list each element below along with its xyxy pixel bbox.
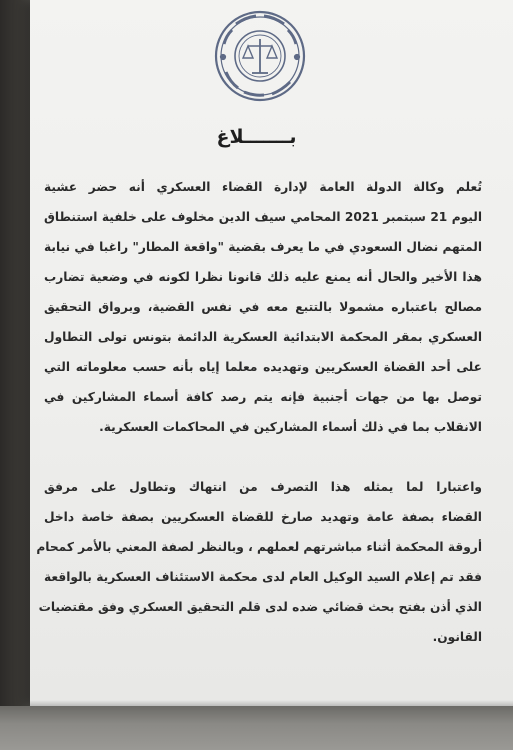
paragraph-2-line: واعتبارا لما يمثله هذا التصرف من انتهاك وتطاول على مرفق bbox=[44, 480, 482, 494]
paragraph-2-line: القانون. bbox=[432, 630, 482, 644]
paragraph-1-line: الانقلاب بما في ذلك أسماء المشاركين في المحاكمات العسكرية. bbox=[99, 420, 482, 434]
paragraph-1-line: مصالح باعتباره مشمولا بالتتبع معه في نفس القضية، وبرواق التحقيق bbox=[44, 300, 482, 314]
paragraph-2-line: الذي أذن بفتح بحث قضائي ضده لدى قلم التحقيق العسكري وفق مقتضيات bbox=[38, 600, 482, 614]
paragraph-1-line: هذا الأخير والحال أنه يمنع عليه ذلك قانونا نظرا لكونه في وضعية تضارب bbox=[44, 270, 482, 284]
paragraph-1-line: اليوم 21 سبتمبر 2021 المحامي سيف الدين مخلوف على خلفية استنطاق bbox=[44, 210, 483, 224]
paragraph-2-line: القضاء بصفة عامة وتهديد صارخ للقضاة العسكريين بصفة خاصة داخل bbox=[44, 510, 482, 524]
table-surface bbox=[0, 706, 513, 750]
paragraph-2-line: فقد تم إعلام السيد الوكيل العام لدى محكمة الاستئناف العسكرية بالواقعة bbox=[44, 570, 482, 584]
paragraph-1-line: تُعلم وكالة الدولة العامة لإدارة القضاء العسكري أنه حضر عشية bbox=[44, 180, 482, 194]
paragraph-1-line: على أحد القضاة العسكريين وتهديده معلما إياه بأنه حسب معلوماته التي bbox=[44, 360, 482, 374]
document-title: بـــــــلاغ bbox=[216, 126, 297, 148]
paragraph-1-line: المتهم نضال السعودي في ما يعرف بقضية "واقعة المطار" راغبا في نيابة bbox=[44, 240, 482, 254]
paragraph-1-line: توصل بها من جهات أجنبية فإنه يتم رصد كافة أسماء المشاركين في bbox=[44, 390, 482, 404]
ministry-seal-stamp bbox=[212, 6, 308, 106]
paragraph-2-line: أروقة المحكمة أثناء مباشرتهم لعملهم ، وبالنظر لصفة المعني بالأمر كمحام bbox=[36, 540, 482, 554]
paragraph-1-line: العسكري بمقر المحكمة الابتدائية العسكرية الدائمة بتونس تولى التطاول bbox=[44, 330, 482, 344]
paragraph-gap bbox=[44, 442, 482, 472]
document-body bbox=[36, 172, 483, 652]
